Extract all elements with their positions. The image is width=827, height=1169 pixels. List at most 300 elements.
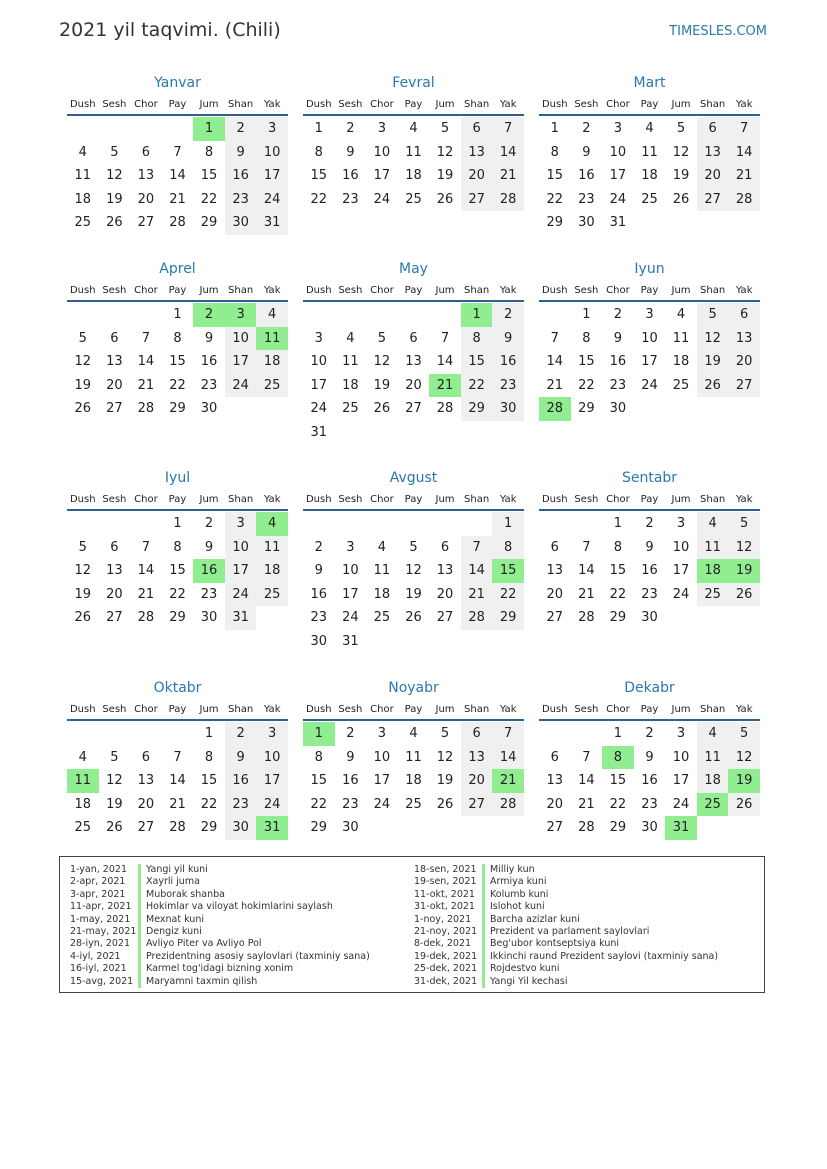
day: 22 — [546, 191, 564, 207]
day: 29 — [200, 215, 218, 231]
empty-day — [539, 512, 571, 536]
empty-day — [366, 421, 398, 445]
day: 2 — [613, 307, 623, 322]
day: 29 — [169, 401, 186, 417]
day: 17 — [641, 354, 658, 370]
week-row — [303, 769, 524, 793]
day: 16 — [342, 168, 359, 184]
weekend-day: 25 — [697, 583, 729, 607]
holiday-row — [414, 889, 718, 901]
weekend-day: 26 — [728, 583, 760, 607]
weekend-day: 11 — [697, 746, 729, 770]
weekend-day: 10 — [256, 746, 288, 770]
month-name: Aprel — [159, 261, 196, 277]
weekday-label: Chor — [606, 494, 630, 505]
empty-day — [130, 303, 162, 327]
week-row — [539, 141, 760, 165]
day: 9 — [613, 330, 623, 346]
day: 27 — [546, 820, 564, 836]
weekend-day: 28 — [492, 793, 524, 817]
week-row — [303, 606, 524, 630]
weekday-label: Pay — [404, 494, 423, 505]
day: 20 — [405, 377, 422, 393]
day: 21 — [169, 191, 186, 207]
day: 10 — [672, 539, 690, 555]
week-row — [303, 397, 524, 421]
holiday-date: 1-noy, 2021 — [414, 913, 472, 925]
weekend-day: 8 — [461, 327, 493, 351]
day: 13 — [137, 168, 155, 184]
day: 15 — [609, 563, 627, 579]
holiday-row — [70, 864, 370, 876]
day: 18 — [672, 354, 690, 370]
day: 18 — [342, 377, 359, 393]
weekday-label: Sesh — [102, 99, 127, 110]
day: 9 — [314, 563, 323, 579]
day: 28 — [137, 610, 155, 626]
weekday-label: Shan — [464, 285, 490, 296]
holiday-marker — [482, 976, 485, 988]
week-row — [539, 303, 760, 327]
weekday-label: Dush — [69, 99, 96, 110]
day: 25 — [74, 820, 92, 836]
weekend-day: 17 — [225, 559, 257, 583]
weekend-day: 12 — [728, 746, 760, 770]
weekend-day: 5 — [697, 303, 729, 327]
empty-day — [366, 303, 398, 327]
weekday-label: Jum — [199, 99, 219, 110]
weekday-label: Jum — [435, 494, 455, 505]
weekday-label: Shan — [700, 704, 726, 715]
holiday-day: 2 — [193, 303, 225, 327]
week-row — [67, 211, 288, 235]
holiday-marker — [482, 951, 485, 963]
day: 25 — [672, 377, 690, 393]
empty-day — [398, 512, 430, 536]
holiday-row — [70, 901, 370, 913]
weekend-day: 13 — [728, 327, 760, 351]
day: 24 — [310, 401, 328, 417]
day: 14 — [137, 563, 155, 579]
day: 19 — [672, 168, 690, 184]
day: 17 — [373, 773, 391, 789]
holiday-date: 4-iyl, 2021 — [70, 950, 121, 962]
weekday-header — [539, 94, 760, 116]
holiday-name: Beg'ubor kontseptsiya kuni — [490, 938, 620, 950]
weekend-day: 13 — [697, 141, 729, 165]
month-name: Iyul — [164, 470, 191, 486]
day: 4 — [78, 749, 87, 765]
weekend-day: 18 — [697, 769, 729, 793]
day: 13 — [106, 354, 123, 370]
day: 13 — [137, 773, 155, 789]
day: 14 — [436, 354, 454, 370]
week-row — [303, 350, 524, 374]
week-row — [67, 374, 288, 398]
holiday-marker — [482, 901, 485, 913]
week-row — [539, 164, 760, 188]
weekday-label: Jum — [435, 285, 455, 296]
day: 16 — [200, 354, 218, 370]
day: 15 — [200, 773, 218, 789]
holiday-name: Hokimlar va viloyat hokimlarini saylash — [146, 901, 333, 913]
day: 3 — [676, 726, 686, 741]
weekday-header — [303, 94, 524, 116]
holiday-marker — [138, 864, 141, 876]
day: 11 — [405, 144, 422, 160]
week-row — [303, 374, 524, 398]
day: 24 — [672, 586, 690, 602]
holiday-marker — [482, 963, 485, 975]
day: 10 — [342, 563, 359, 579]
weekend-day: 20 — [461, 164, 493, 188]
weekday-label: Pay — [640, 704, 659, 715]
weekend-day: 10 — [256, 141, 288, 165]
day: 2 — [346, 121, 355, 136]
empty-day — [398, 421, 430, 445]
holiday-day: 16 — [193, 559, 225, 583]
day: 26 — [74, 401, 92, 417]
day: 9 — [582, 144, 591, 160]
day: 2 — [314, 539, 323, 555]
empty-day — [398, 303, 430, 327]
day: 8 — [173, 539, 182, 555]
weekday-label: Pay — [168, 285, 187, 296]
day: 26 — [672, 191, 690, 207]
day: 14 — [578, 773, 595, 789]
holiday-name: Maryamni taxmin qilish — [146, 975, 258, 987]
day: 25 — [342, 401, 359, 417]
weekend-day: 4 — [697, 722, 729, 746]
day: 1 — [204, 726, 214, 741]
empty-day — [398, 816, 430, 840]
weekend-day: 21 — [492, 164, 524, 188]
holiday-day: 11 — [256, 327, 288, 351]
day: 4 — [346, 330, 355, 346]
month-noyabr — [303, 677, 524, 840]
empty-day — [67, 512, 99, 536]
day: 17 — [310, 377, 328, 393]
site-link[interactable]: TIMESLES.COM — [669, 24, 767, 39]
week-row — [303, 141, 524, 165]
weekday-label: Chor — [606, 704, 630, 715]
day: 12 — [106, 168, 123, 184]
week-row — [539, 606, 760, 630]
holiday-name: Yangi Yil kechasi — [490, 975, 568, 987]
weekday-label: Jum — [671, 704, 691, 715]
weekend-day: 16 — [225, 769, 257, 793]
holiday-marker — [138, 976, 141, 988]
holiday-marker — [482, 864, 485, 876]
day: 4 — [377, 539, 387, 555]
weekend-day: 16 — [225, 164, 257, 188]
holiday-name: Rojdestvo kuni — [490, 963, 560, 975]
holiday-row — [70, 926, 370, 938]
day: 6 — [440, 539, 450, 555]
day: 19 — [74, 586, 92, 602]
day: 26 — [436, 191, 454, 207]
weekend-day: 24 — [225, 374, 257, 398]
week-row — [67, 722, 288, 746]
week-row — [67, 350, 288, 374]
day: 9 — [346, 144, 355, 160]
holiday-name: Kolumb kuni — [490, 888, 549, 900]
day: 6 — [110, 539, 119, 555]
holiday-row — [70, 914, 370, 926]
holiday-date: 11-okt, 2021 — [414, 888, 475, 900]
weekend-day: 20 — [461, 769, 493, 793]
day: 11 — [641, 144, 658, 160]
weekend-day: 30 — [225, 211, 257, 235]
weekday-header — [303, 489, 524, 511]
weekday-label: Sesh — [102, 285, 127, 296]
weekend-day: 27 — [461, 793, 493, 817]
weekday-label: Jum — [671, 494, 691, 505]
month-mart — [539, 72, 760, 235]
empty-day — [67, 303, 99, 327]
empty-day — [256, 606, 288, 630]
holiday-marker — [138, 889, 141, 901]
holiday-row — [414, 926, 718, 938]
weekday-label: Pay — [168, 494, 187, 505]
day: 27 — [106, 401, 123, 417]
day: 1 — [314, 121, 323, 136]
weekday-label: Chor — [370, 99, 394, 110]
day: 19 — [436, 168, 454, 184]
day: 11 — [74, 168, 92, 184]
day: 16 — [609, 354, 627, 370]
holiday-name: Armiya kuni — [490, 876, 547, 888]
weekend-day: 9 — [492, 327, 524, 351]
weekday-label: Sesh — [574, 494, 599, 505]
week-row — [303, 188, 524, 212]
weekend-day: 4 — [256, 303, 288, 327]
day: 25 — [405, 191, 422, 207]
day: 19 — [405, 586, 422, 602]
weekday-label: Pay — [404, 704, 423, 715]
weekend-day: 6 — [461, 117, 493, 141]
day: 23 — [578, 191, 595, 207]
weekend-day: 10 — [225, 536, 257, 560]
day: 24 — [641, 377, 658, 393]
day: 18 — [373, 586, 391, 602]
holiday-name: Prezidentning asosiy saylovlari (taxminiy sana) — [146, 950, 370, 962]
weekday-label: Shan — [228, 494, 254, 505]
day: 6 — [110, 330, 119, 346]
holiday-name: Avliyo Piter va Avliyo Pol — [146, 938, 262, 950]
empty-day — [571, 722, 603, 746]
day: 18 — [641, 168, 658, 184]
weekday-label: Yak — [499, 494, 517, 505]
holiday-date: 16-iyl, 2021 — [70, 963, 127, 975]
weekday-header — [67, 489, 288, 511]
day: 23 — [200, 586, 218, 602]
weekday-label: Yak — [263, 285, 281, 296]
weekend-day: 24 — [256, 793, 288, 817]
day: 22 — [200, 191, 218, 207]
weekend-day: 12 — [728, 536, 760, 560]
week-row — [539, 559, 760, 583]
weekday-label: Sesh — [338, 704, 363, 715]
weekday-label: Dush — [541, 704, 568, 715]
weekday-label: Pay — [404, 285, 423, 296]
weekday-label: Dush — [69, 704, 96, 715]
day: 3 — [676, 516, 686, 531]
holiday-row — [414, 914, 718, 926]
day: 16 — [641, 773, 658, 789]
holiday-row — [70, 889, 370, 901]
month-dekabr — [539, 677, 760, 840]
weekend-day: 16 — [492, 350, 524, 374]
day: 22 — [310, 796, 328, 812]
day: 1 — [550, 121, 559, 136]
day: 30 — [200, 401, 218, 417]
week-row — [539, 397, 760, 421]
day: 14 — [169, 773, 186, 789]
day: 27 — [405, 401, 422, 417]
empty-day — [429, 816, 461, 840]
day: 11 — [405, 749, 422, 765]
day: 9 — [645, 539, 654, 555]
holiday-row — [414, 951, 718, 963]
day: 28 — [436, 401, 454, 417]
day: 21 — [137, 377, 155, 393]
month-may — [303, 258, 524, 445]
weekday-label: Jum — [435, 704, 455, 715]
day: 26 — [373, 401, 391, 417]
weekday-label: Pay — [640, 99, 659, 110]
holiday-date: 31-dek, 2021 — [414, 975, 478, 987]
weekend-day: 2 — [225, 722, 257, 746]
holiday-day: 4 — [256, 512, 288, 536]
day: 7 — [550, 330, 559, 346]
holiday-day: 19 — [728, 559, 760, 583]
empty-day — [665, 606, 697, 630]
weekday-label: Dush — [305, 494, 332, 505]
empty-day — [728, 397, 760, 421]
day: 28 — [137, 401, 155, 417]
weekend-day: 14 — [492, 746, 524, 770]
day: 3 — [346, 539, 355, 555]
day: 10 — [672, 749, 690, 765]
day: 14 — [137, 354, 155, 370]
month-name: Iyun — [634, 261, 665, 277]
empty-day — [366, 512, 398, 536]
day: 1 — [613, 516, 623, 531]
weekend-day: 15 — [461, 350, 493, 374]
empty-day — [303, 512, 335, 536]
weekend-day: 2 — [225, 117, 257, 141]
day: 7 — [582, 749, 591, 765]
empty-day — [728, 211, 760, 235]
weekday-header — [539, 489, 760, 511]
empty-day — [99, 117, 131, 141]
holiday-marker — [138, 926, 141, 938]
day: 4 — [409, 121, 418, 136]
holiday-row — [414, 938, 718, 950]
weekday-label: Shan — [228, 285, 254, 296]
day: 19 — [106, 191, 123, 207]
empty-day — [665, 397, 697, 421]
day: 15 — [546, 168, 564, 184]
weekday-label: Pay — [640, 494, 659, 505]
week-row — [539, 746, 760, 770]
empty-day — [335, 421, 367, 445]
empty-day — [67, 722, 99, 746]
weekend-day: 25 — [256, 583, 288, 607]
holiday-name: Barcha azizlar kuni — [490, 913, 580, 925]
day: 5 — [377, 330, 387, 346]
weekday-label: Chor — [134, 494, 158, 505]
day: 16 — [641, 563, 658, 579]
day: 30 — [342, 820, 359, 836]
day: 5 — [409, 539, 418, 555]
empty-day — [665, 211, 697, 235]
weekday-label: Sesh — [338, 494, 363, 505]
day: 15 — [310, 168, 328, 184]
weekday-label: Yak — [499, 99, 517, 110]
week-row — [303, 816, 524, 840]
day: 20 — [137, 796, 155, 812]
day: 15 — [609, 773, 627, 789]
weekend-day: 26 — [728, 793, 760, 817]
weekday-label: Jum — [671, 285, 691, 296]
empty-day — [697, 211, 729, 235]
weekday-label: Dush — [305, 704, 332, 715]
holiday-column-left — [70, 864, 370, 988]
day: 15 — [578, 354, 595, 370]
day: 30 — [641, 610, 658, 626]
day: 26 — [106, 215, 123, 231]
week-row — [303, 793, 524, 817]
empty-day — [99, 512, 131, 536]
holiday-date: 1-may, 2021 — [70, 913, 131, 925]
weekday-label: Yak — [263, 494, 281, 505]
weekday-label: Sesh — [338, 285, 363, 296]
weekend-day: 28 — [492, 188, 524, 212]
day: 14 — [546, 354, 564, 370]
day: 10 — [310, 354, 328, 370]
day: 8 — [204, 144, 214, 160]
holiday-day: 18 — [697, 559, 729, 583]
week-row — [67, 397, 288, 421]
weekday-label: Yak — [735, 99, 753, 110]
holiday-name: Mexnat kuni — [146, 913, 204, 925]
holiday-list — [59, 856, 765, 993]
weekday-label: Sesh — [574, 99, 599, 110]
day: 3 — [377, 726, 387, 741]
day: 28 — [578, 820, 595, 836]
empty-day — [366, 816, 398, 840]
weekday-label: Dush — [69, 285, 96, 296]
month-name: Noyabr — [388, 680, 439, 696]
day: 11 — [672, 330, 690, 346]
weekday-label: Shan — [464, 704, 490, 715]
empty-day — [130, 722, 162, 746]
week-row — [303, 746, 524, 770]
day: 31 — [342, 633, 359, 649]
weekday-label: Sesh — [102, 494, 127, 505]
empty-day — [335, 512, 367, 536]
day: 26 — [405, 610, 422, 626]
weekend-day: 22 — [492, 583, 524, 607]
weekday-label: Dush — [69, 494, 96, 505]
day: 21 — [578, 586, 595, 602]
holiday-date: 28-iyn, 2021 — [70, 938, 131, 950]
month-sentabr — [539, 467, 760, 630]
day: 13 — [436, 563, 454, 579]
holiday-marker — [138, 938, 141, 950]
